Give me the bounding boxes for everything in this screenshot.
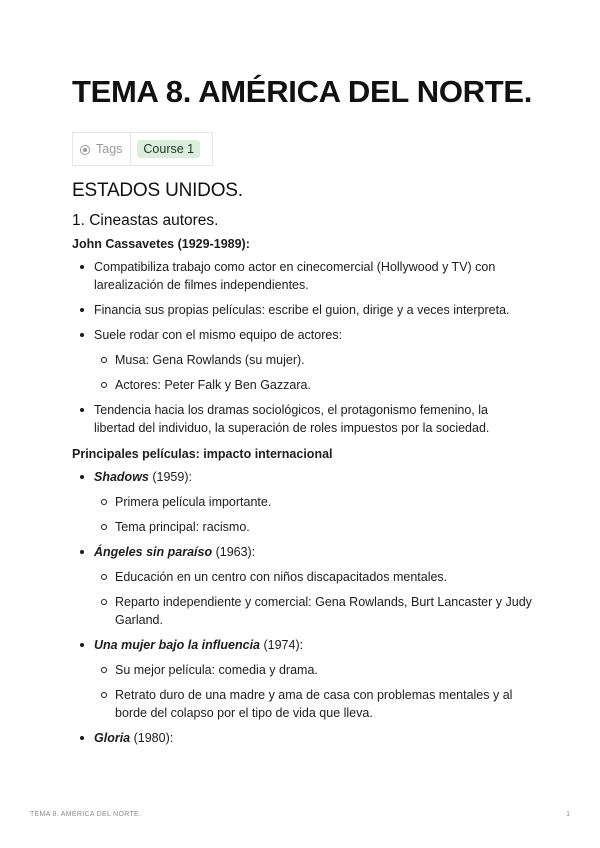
director-points-list xyxy=(72,258,532,437)
film-item xyxy=(72,636,532,722)
list-item: Reparto independiente y comercial: Gena Rowlands, Burt Lancaster y Judy Garland. xyxy=(94,593,532,629)
film-points xyxy=(94,661,532,722)
list-item: Retrato duro de una madre y ama de casa con problemas mentales y al borde del colapso por el tipo de vida que lleva. xyxy=(94,686,532,722)
film-title: Gloria xyxy=(94,731,131,745)
films-heading: Principales películas: impacto internacional xyxy=(72,447,333,461)
film-year: (1963): xyxy=(212,545,256,559)
tags-label: Tags xyxy=(96,142,123,156)
list-item: Compatibiliza trabajo como actor en cinecomercial (Hollywood y TV) con larealización de filmes independientes. xyxy=(72,258,532,294)
list-item: Tendencia hacia los dramas sociológicos, el protagonismo femenino, la libertad del individuo, la superación de roles impuestos por la sociedad. xyxy=(72,401,532,437)
films-list xyxy=(72,468,532,747)
list-item: Actores: Peter Falk y Ben Gazzara. xyxy=(94,376,532,394)
film-item xyxy=(72,543,532,629)
film-item xyxy=(72,729,532,747)
footer-page-number: 1 xyxy=(566,811,570,818)
film-year: (1980): xyxy=(130,731,174,745)
film-title: Shadows xyxy=(94,470,149,484)
list-item: Suele rodar con el mismo equipo de actores: Musa: Gena Rowlands (su mujer). Actores: Peter Falk y Ben Gazzara. xyxy=(72,326,532,394)
film-year: (1959): xyxy=(148,470,192,484)
film-points xyxy=(94,493,532,536)
film-title: Una mujer bajo la influencia xyxy=(94,638,261,652)
list-item: Educación en un centro con niños discapacitados mentales. xyxy=(94,568,532,586)
list-item: Tema principal: racismo. xyxy=(94,518,532,536)
tags-property-label xyxy=(73,133,131,165)
list-item: Primera película importante. xyxy=(94,493,532,511)
director-heading: John Cassavetes (1929-1989): xyxy=(72,237,250,251)
film-item xyxy=(72,468,532,536)
page-title: TEMA 8. AMÉRICA DEL NORTE. xyxy=(72,74,533,109)
list-item: Su mejor película: comedia y drama. xyxy=(94,661,532,679)
footer-title: TEMA 8. AMÉRICA DEL NORTE. xyxy=(30,811,142,818)
film-year: (1974): xyxy=(260,638,304,652)
film-title: Ángeles sin paraíso xyxy=(94,545,213,559)
actors-sublist xyxy=(94,351,532,394)
tags-property-value[interactable] xyxy=(131,133,212,165)
properties-row xyxy=(72,132,213,166)
tag-chip[interactable]: Course 1 xyxy=(137,140,200,158)
list-item: Financia sus propias películas: escribe el guion, dirige y a veces interpreta. xyxy=(72,301,532,319)
section-heading: ESTADOS UNIDOS. xyxy=(72,180,243,201)
document-body xyxy=(72,178,532,754)
tags-icon xyxy=(80,145,90,155)
film-points xyxy=(94,568,532,629)
list-item: Musa: Gena Rowlands (su mujer). xyxy=(94,351,532,369)
subsection-heading: 1. Cineastas autores. xyxy=(72,212,219,229)
